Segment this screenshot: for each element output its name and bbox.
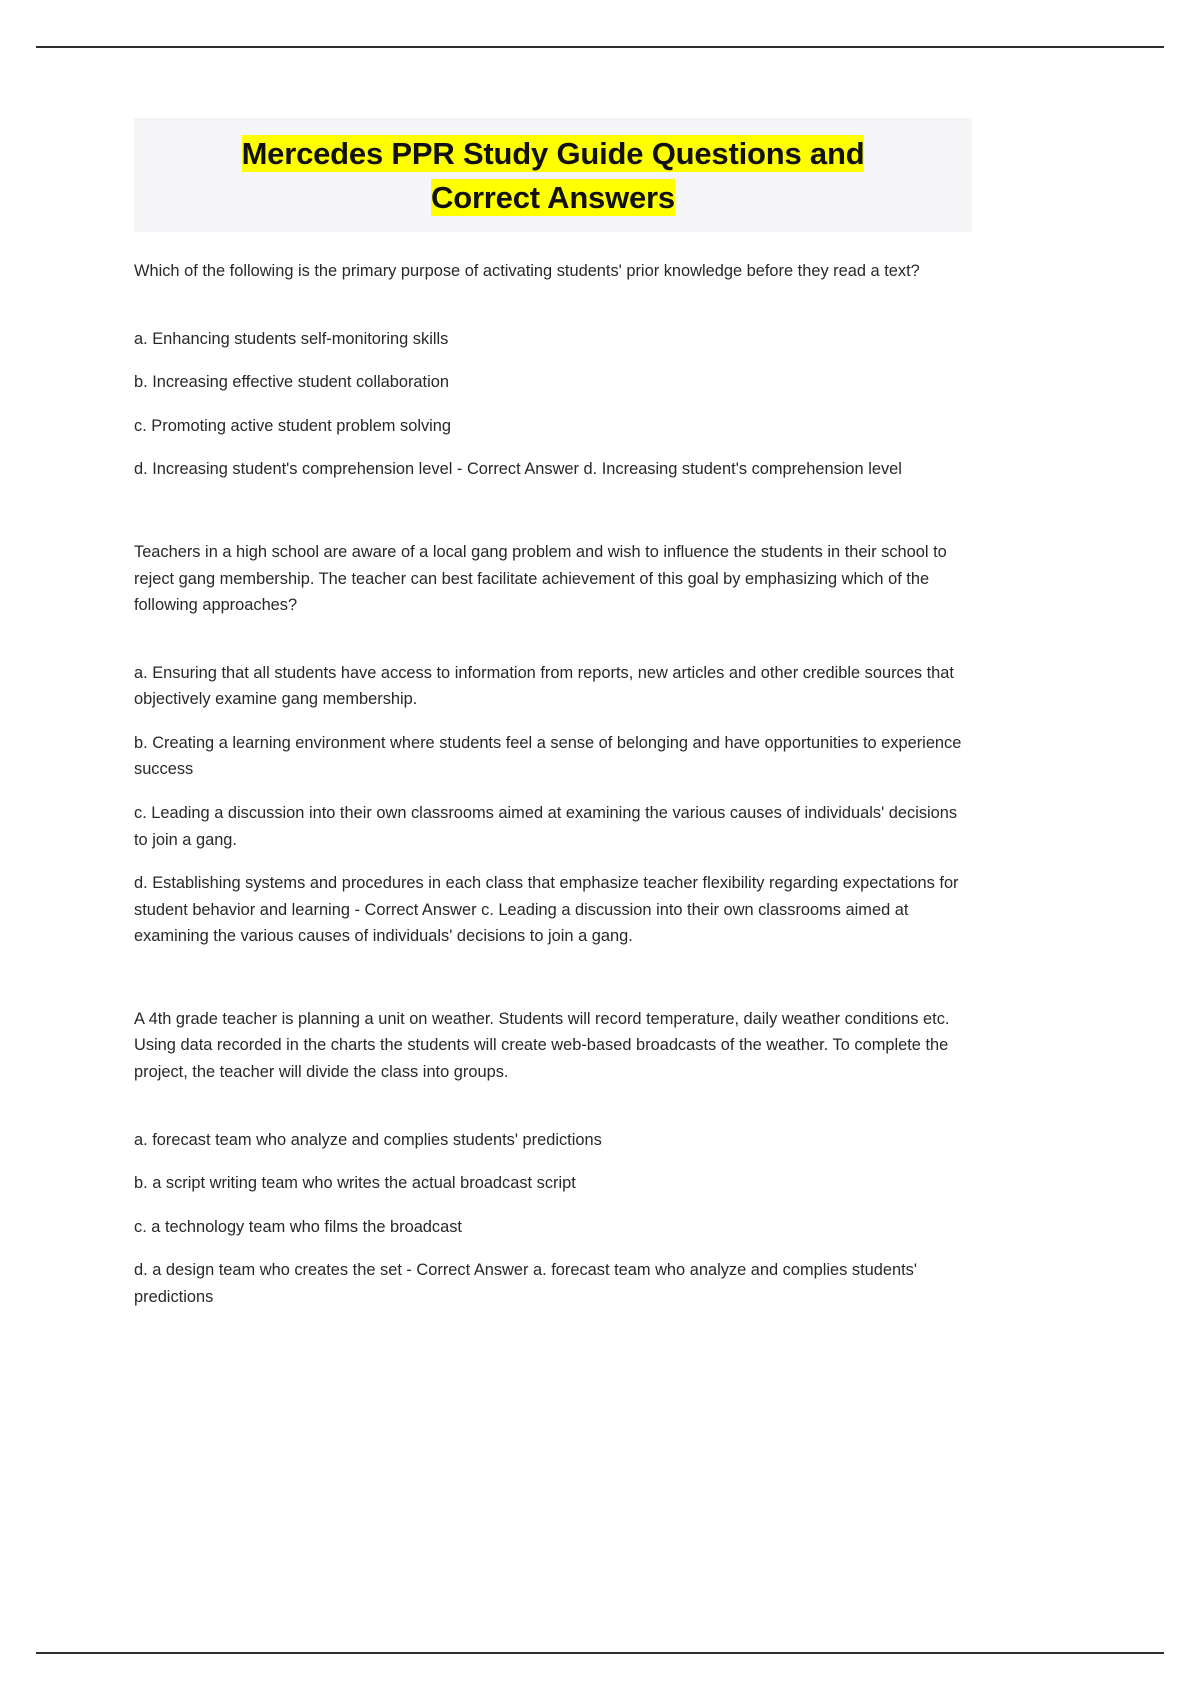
block-separator-2 [134,950,972,1006]
question-3-option-a: a. forecast team who analyze and complies students' predictions [134,1130,602,1149]
question-3-option-d: d. a design team who creates the set - Correct Answer a. forecast team who analyze and complies students' predictions [134,1261,917,1306]
page-title [134,132,972,220]
question-3-option-c: c. a technology team who films the broadcast [134,1217,462,1236]
title-band [134,118,972,232]
question-stem-3: A 4th grade teacher is planning a unit on weather. Students will record temperature, daily weather conditions etc. Using data recorded in the charts the students will create web-based broadcasts of the weather. To complete the project, the teacher will divide the class into groups. [134,1009,950,1082]
question-block-3 [134,1006,972,1311]
question-1-option-c: c. Promoting active student problem solving [134,416,452,435]
question-1-option-a: a. Enhancing students self-monitoring skills [134,329,449,348]
question-block-2 [134,539,972,950]
question-2-option-d: d. Establishing systems and procedures in each class that emphasize teacher flexibility regarding expectations for student behavior and learning - Correct Answer c. Leading a discussion into their own classrooms aimed at examining the various causes of individuals' decisions to join a gang. [134,874,959,946]
page-title-line-2: Correct Answers [431,180,675,216]
document-content [134,118,972,1350]
question-2-option-a: a. Ensuring that all students have access to information from reports, new articles and other credible sources that objectively examine gang membership. [134,663,954,709]
question-1-option-d: d. Increasing student's comprehension level - Correct Answer d. Increasing student's comprehension level [134,460,902,479]
content-bottom-spacer [134,1310,972,1350]
question-block-1 [134,258,972,483]
question-stem-2: Teachers in a high school are aware of a local gang problem and wish to influence the students in their school to reject gang membership. The teacher can best facilitate achievement of this goal by emphasizing which of the following approaches? [134,542,947,615]
page-top-rule [36,46,1164,48]
page-title-line-1: Mercedes PPR Study Guide Questions and [241,136,865,171]
question-2-option-b: b. Creating a learning environment where students feel a sense of belonging and have opportunities to experience success [134,733,962,779]
question-1-option-b: b. Increasing effective student collaboration [134,373,449,392]
question-stem-1: Which of the following is the primary purpose of activating students' prior knowledge before they read a text? [134,262,920,281]
page-bottom-rule [36,1652,1164,1654]
question-2-option-c: c. Leading a discussion into their own classrooms aimed at examining the various causes of individuals' decisions to join a gang. [134,803,958,849]
question-3-option-b: b. a script writing team who writes the actual broadcast script [134,1174,576,1193]
block-separator-1 [134,483,972,539]
